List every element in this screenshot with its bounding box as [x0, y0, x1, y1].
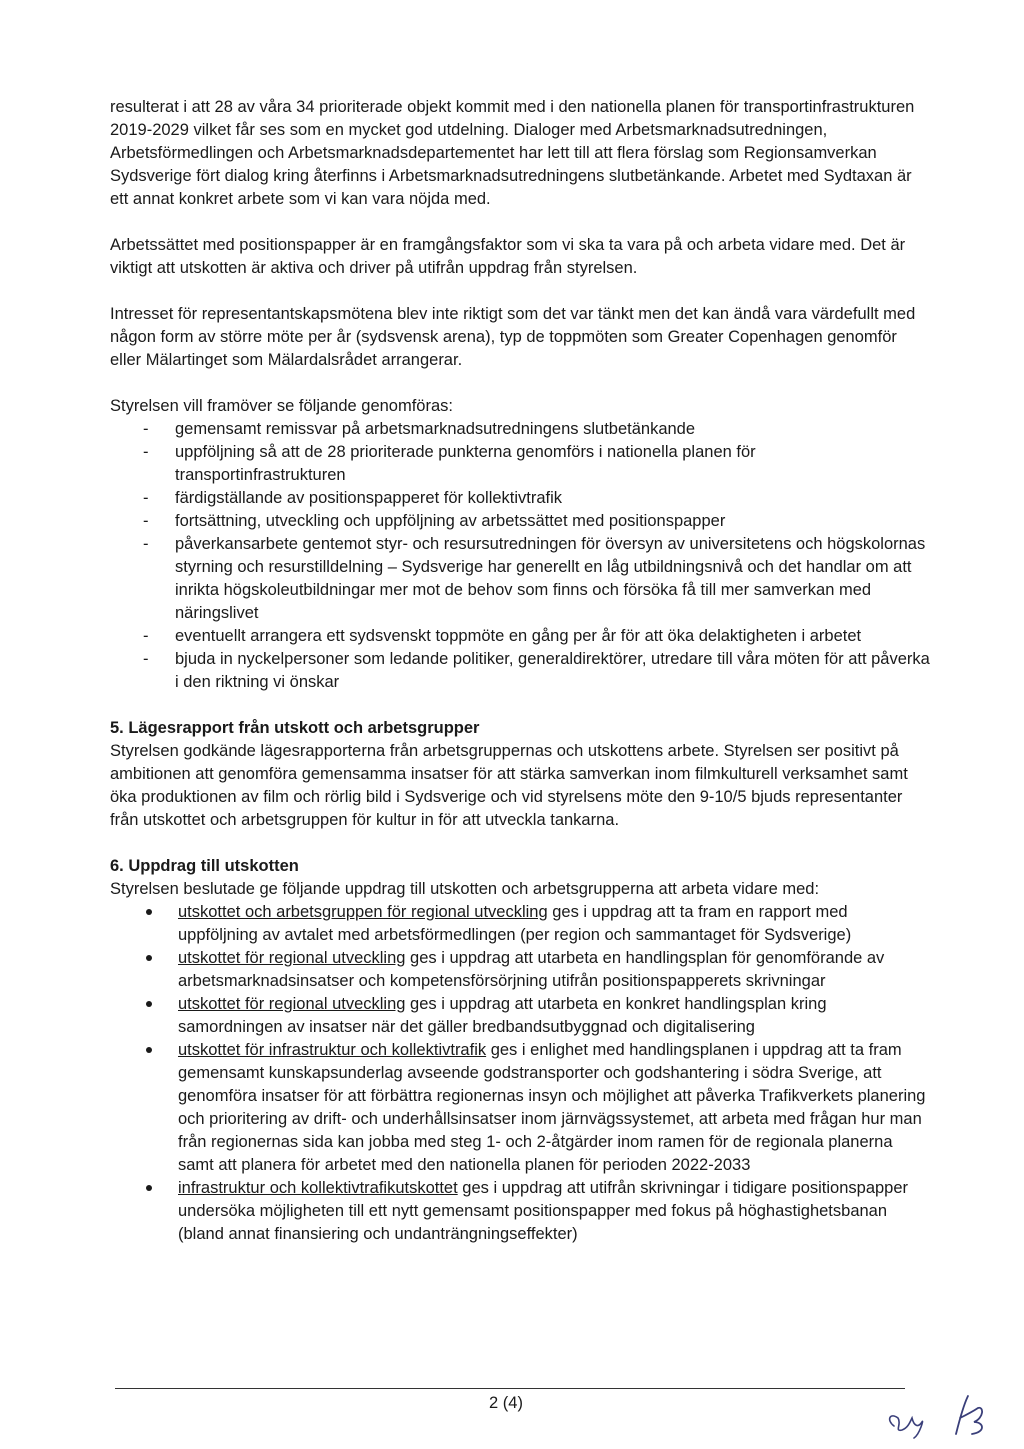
section-6-heading: 6. Uppdrag till utskotten — [110, 857, 299, 875]
list-item: utskottet och arbetsgruppen för regional utveckling ges i uppdrag att ta fram en rapport med uppföljning av avtalet med arbetsförmedlingen (per region och sammantaget för Sydsverige) — [110, 901, 930, 947]
section-6-intro: Styrelsen beslutade ge följande uppdrag till utskotten och arbetsgrupperna att arbeta vidare med: — [110, 880, 820, 898]
committee-name: utskottet för regional utveckling — [178, 995, 406, 1013]
bullet-icon — [146, 1047, 152, 1053]
section-5-heading: 5. Lägesrapport från utskott och arbetsgrupper — [110, 719, 480, 737]
page-number: 2 (4) — [489, 1394, 523, 1412]
list-item: - gemensamt remissvar på arbetsmarknadsutredningens slutbetänkande — [143, 420, 696, 438]
list-item: utskottet för regional utveckling ges i uppdrag att utarbeta en handlingsplan för genomförande av arbetsmarknadsinsatser och kompetensförsörjning utifrån positionspapperets skrivningar — [110, 947, 930, 993]
list-item: utskottet för regional utveckling ges i uppdrag att utarbeta en konkret handlingsplan kring samordningen av insatser när det gäller bredbandsutbyggnad och digitalisering — [110, 993, 930, 1039]
document-page — [110, 96, 930, 1246]
bullet-icon — [146, 955, 152, 961]
list-item: - uppföljning så att de 28 prioriterade punkterna genomförs i nationella planen för transportinfrastrukturen — [143, 443, 756, 484]
committee-name: utskottet för regional utveckling — [178, 949, 406, 967]
committee-name: infrastruktur och kollektivtrafikutskottet — [178, 1179, 458, 1197]
committee-name: utskottet för infrastruktur och kollektivtrafik — [178, 1041, 487, 1059]
list-item: - bjuda in nyckelpersoner som ledande politiker, generaldirektörer, utredare till våra möten för att påverka i den riktning vi önskar — [143, 650, 930, 691]
board-priorities-list — [110, 418, 930, 694]
list-item: - färdigställande av positionspapperet för kollektivtrafik — [143, 489, 563, 507]
list-item: - påverkansarbete gentemot styr- och resursutredningen för översyn av universitetens och högskolornas styrning och resurstilldelning – Sydsverige har generellt en låg utbildningsnivå och det handlar om att inrikta högskoleutbildningar mer mot de behov som finns och försöka få till mer samverkan med näringslivet — [143, 535, 926, 622]
list-item: - eventuellt arrangera ett sydsvenskt toppmöte en gång per år för att öka delaktigheten i arbetet — [143, 627, 862, 645]
list-item: utskottet för infrastruktur och kollektivtrafik ges i enlighet med handlingsplanen i uppdrag att ta fram gemensamt kunskapsunderlag avseende godstransporter och godshantering i södra Sverige, att genomföra insatser för att förbättra regionernas insyn och möjlighet att påverka Trafikverkets planering och prioritering av drift- och underhållsinsatser inom järnvägssystemet, att arbeta med frågan hur man från regionernas sida kan jobba med steg 1- och 2-åtgärder inom ramen för de regionala planerna samt att planera för arbetet med den nationella planen för perioden 2022-2033 — [110, 1039, 930, 1177]
bullet-icon — [146, 1185, 152, 1191]
list-item: infrastruktur och kollektivtrafikutskottet ges i uppdrag att utifrån skrivningar i tidigare positionspapper undersöka möjligheten till ett nytt gemensamt positionspapper med fokus på höghastighetsbanan (bland annat finansiering och undanträngningseffekter) — [110, 1177, 930, 1246]
paragraph-results: resulterat i att 28 av våra 34 prioriterade objekt kommit med i den nationella planen för transportinfrastrukturen 2019-2029 vilket får ses som en mycket god utdelning. Dialoger med Arbetsmarknadsutredningen, Arbetsförmedlingen och Arbetsmarknadsdepartementet har lett till att flera förslag som Regionsamverkan Sydsverige fört dialog kring återfinns i Arbetsmarknadsutredningens slutbetänkande. Arbetet med Sydtaxan är ett annat konkret arbete som vi kan vara nöjda med. — [110, 98, 915, 208]
assignments-list — [110, 901, 930, 1246]
list-item: - fortsättning, utveckling och uppföljning av arbetssättet med positionspapper — [143, 512, 726, 530]
list-intro: Styrelsen vill framöver se följande genomföras: — [110, 397, 453, 415]
section-5-body: Styrelsen godkände lägesrapporterna från arbetsgruppernas och utskottens arbete. Styrelsen ser positivt på ambitionen att genomföra gemensamma insatser för att stärka samverkan inom filmkulturell verksamhet samt öka produktionen av film och rörlig bild i Sydsverige och vid styrelsens möte den 9-10/5 bjuds representanter från utskottet och arbetsgruppen för kultur in för att utveckla tankarna. — [110, 742, 908, 829]
paragraph-representative-meetings: Intresset för representantskapsmötena blev inte riktigt som det var tänkt men det kan ändå vara värdefullt med någon form av större möte per år (sydsvensk arena), typ de toppmöten som Greater Copenhagen genomför eller Mälartinget som Mälardalsrådet arrangerar. — [110, 305, 916, 369]
committee-name: utskottet och arbetsgruppen för regional utveckling — [178, 903, 548, 921]
bullet-icon — [146, 1001, 152, 1007]
handwritten-initials-signature — [880, 1388, 1000, 1443]
footer-divider — [115, 1388, 905, 1389]
bullet-icon — [146, 909, 152, 915]
paragraph-working-method: Arbetssättet med positionspapper är en framgångsfaktor som vi ska ta vara på och arbeta vidare med. Det är viktigt att utskotten är aktiva och driver på utifrån uppdrag från styrelsen. — [110, 236, 906, 277]
